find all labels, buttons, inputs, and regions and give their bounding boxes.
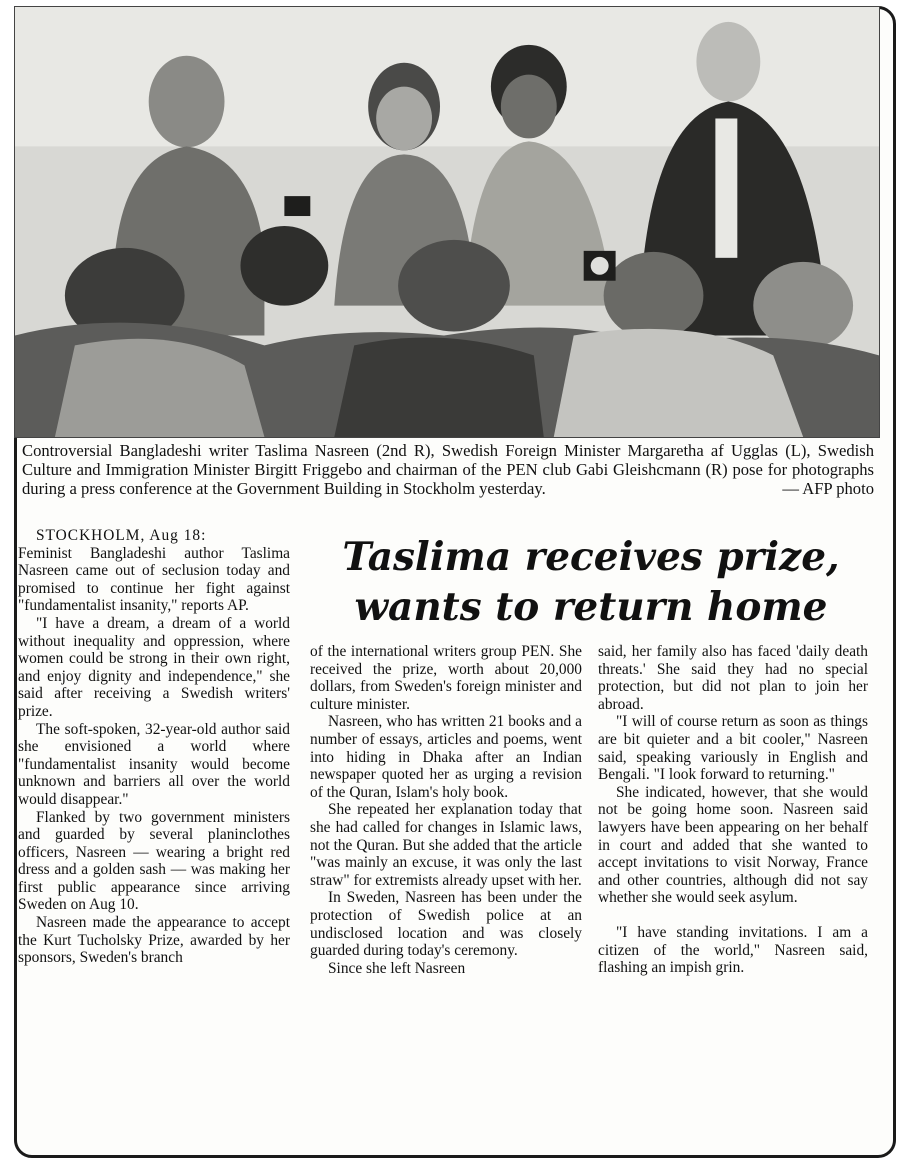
spacer <box>598 907 868 924</box>
paragraph: Since she left Nasreen <box>328 959 466 977</box>
headline-line-1: Taslima receives prize, <box>342 534 840 580</box>
paragraph: Feminist Bangladeshi author Taslima Nasreen came out of seclusion today and promised to continue her fight against "fundamentalist insanity," reports AP. <box>18 544 290 615</box>
paragraph: She indicated, however, that she would not be going home soon. Nasreen said lawyers have been appearing on her behalf in court and added that she wanted to accept invitations to visit Norway, France and other countries, although did not say whether she would seek asylum. <box>598 783 868 907</box>
paragraph: Nasreen, who has written 21 books and a number of essays, articles and poems, went into hiding in Dhaka after an Indian newspaper quoted her as urging a revision of the Quran, Islam's holy book. <box>310 713 582 801</box>
paragraph: said, her family also has faced 'daily death threats.' She said they had no special protection, but did not plan to join her abroad. <box>598 643 868 713</box>
paragraph: Nasreen made the appearance to accept the Kurt Tucholsky Prize, awarded by her sponsors, Sweden's branch <box>18 914 290 967</box>
paragraph: "I have standing invitations. I am a citizen of the world," Nasreen said, flashing an impish grin. <box>598 923 868 977</box>
press-conference-photo <box>14 6 880 438</box>
paragraph: The soft-spoken, 32-year-old author said she envisioned a world where "fundamentalist insanity would become unknown and barriers all over the world would disappear." <box>18 720 290 808</box>
paragraph: Flanked by two government ministers and guarded by several planinclothes officers, Nasreen — wearing a bright red dress and a golden sash — was making her first public appearance since arriving Sweden on Aug 10. <box>18 808 290 914</box>
photo-caption <box>22 441 874 499</box>
article-column-2 <box>310 643 582 977</box>
article-column-1 <box>18 527 290 967</box>
photo-credit: — AFP photo <box>782 479 874 499</box>
paragraph: "I have a dream, a dream of a world without inequality and oppression, where women could be strong in their own right, and enjoy dignity and independence," she said after receiving a Swedish writers' prize. <box>18 614 290 720</box>
paragraph: of the international writers group PEN. She received the prize, worth about 20,000 dollars, from Sweden's foreign minister and culture minister. <box>310 643 582 713</box>
headline-line-2: wants to return home <box>354 584 828 630</box>
article-column-3 <box>598 643 868 977</box>
caption-text: Controversial Bangladeshi writer Taslima Nasreen (2nd R), Swedish Foreign Minister Margaretha af Ugglas (L), Swedish Culture and Immigration Minister Birgitt Friggebo and chairman of the PEN club Gabi Gleishcmann (R) pose for photographs during a press conference at the Government Building in Stockholm yesterday. <box>22 441 874 499</box>
headline <box>300 532 882 632</box>
paragraph: She repeated her explanation today that she had called for changes in Islamic laws, not the Quran. But she added that the article "was mainly an excuse, it was only the last straw" for extremists already upset with her. <box>310 801 582 889</box>
paragraph: "I will of course return as soon as things are bit quieter and a bit cooler," Nasreen said, speaking variously in English and Bengali. "I look forward to returning." <box>598 713 868 784</box>
paragraph: In Sweden, Nasreen has been under the protection of Swedish police at an undisclosed location and was closely guarded during today's ceremony. <box>310 889 582 960</box>
dateline: STOCKHOLM, Aug 18: <box>36 527 207 544</box>
